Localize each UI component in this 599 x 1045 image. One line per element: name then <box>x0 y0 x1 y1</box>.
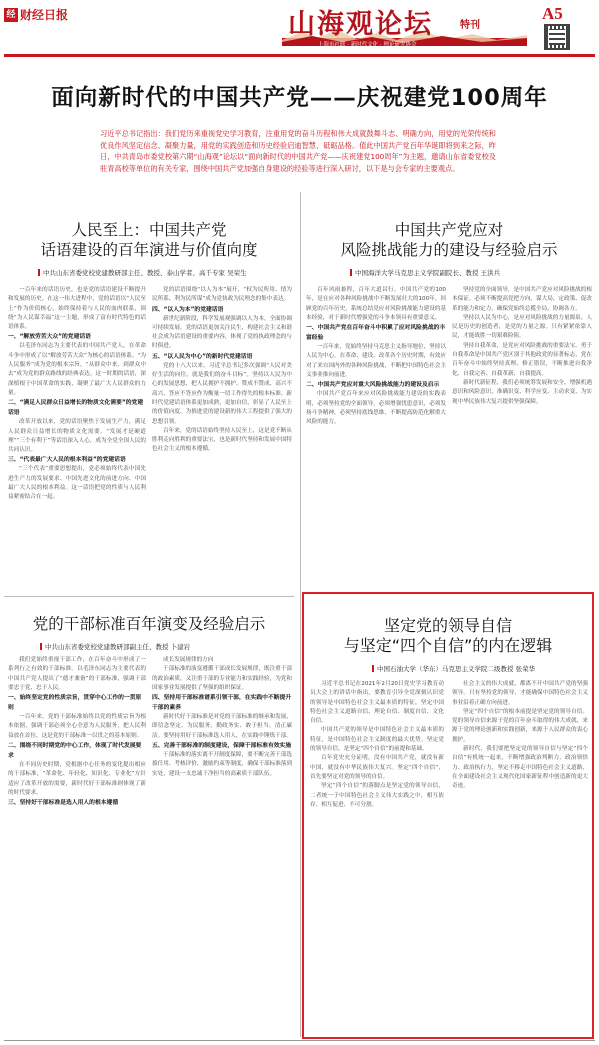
newspaper-logo-icon: 经 <box>4 8 18 22</box>
body-paragraph: “三个代表”重要思想提出，党必须始终代表中国先进生产力的发展要求、中国先进文化的前进方向、中国最广大人民的根本利益。这一话语把党的性质与人民利益紧密结合在一起。 <box>8 466 146 501</box>
section-heading: 五、完善干部标准的制度建设，保障干部标准有效实施 <box>152 743 292 750</box>
body-paragraph: 一百年来的话语历史，也是党的话语建设不断提升和发展的历史。在这一伟大进程中，党的话语以“人民至上”作为价值核心，始终保持着与人民的血肉联系，围绕“为人民谋幸福”这一主题，形成了富有时代特色的话语体系。 <box>8 287 146 331</box>
body-paragraph: 一百年来，党的干部标准始终以党的性质宗旨为根本依据，强调干部必须全心全意为人民服务，把人民利益放在首位，这是党的干部标准一以贯之的基本原则。 <box>8 714 146 739</box>
body-paragraph: 坚持自我革命，是党应对风险挑战的重要法宝。勇于自我革命是中国共产党区别于其他政党的显著标志，党在百年奋斗中始终坚持真理、修正错误，不断推进自我净化、自我完善、自我革新、自我提高。 <box>452 342 592 377</box>
body-paragraph: 干部标准的演变遵循干部成长发展规律，既注重干部的政治素质，又注重干部的专业能力和实践经验，为党和国家事业发展提供了坚强的组织保证。 <box>152 666 292 691</box>
article-title <box>304 220 594 260</box>
article-column <box>452 286 592 586</box>
intro-paragraph: 习近平总书记指出：我们党历来重视党史学习教育，注重用党的奋斗历程和伟大成就鼓舞斗志、明确方向，用党的光荣传统和优良作风坚定信念、凝聚力量，用党的实践创造和历史经验启迪智慧、砥砺品格。值此中国共产党百年华诞即将到来之际，昨日，中共青岛市委党校第六期“山海观”论坛以“面向新时代的中国共产党——庆祝建党100周年”为主题，邀请山东省委党校及驻青高校等单位的有关专家，围绕中国共产党加强自身建设的经验等进行深入研讨，以下是与会专家的主要观点。 <box>100 129 496 173</box>
body-paragraph: 社会主义的伟大成就，都离不开中国共产党的坚强领导。只有坚持党的领导，才能确保中国特色社会主义事业沿着正确方向前进。 <box>452 681 588 706</box>
article-title-line: 人民至上：中国共产党 <box>71 221 227 239</box>
body-paragraph: 新世纪新阶段，科学发展观强调以人为本，全面协调可持续发展。党的话语更加关注民生，构建社会主义和谐社会成为话语建设的重要内容，体现了党的执政理念的与时俱进。 <box>152 315 292 350</box>
article-byline: 中共山东省委党校党建教研部主任、教授、泰山学者、高千专家 吴荣生 <box>38 268 247 277</box>
section-heading: 四、“以人为本”的党建话语 <box>152 306 224 313</box>
article-title <box>4 614 294 634</box>
section-heading: 五、“以人民为中心”的新时代党建话语 <box>152 353 253 360</box>
footer-rule <box>4 1040 595 1041</box>
article-title-line: 风险挑战能力的建设与经验启示 <box>340 241 558 259</box>
body-paragraph: 我们党始终重视干部工作，在百年奋斗中形成了一系列行之有效的干部标准。以毛泽东同志为主要代表的中国共产党人提出了“德才兼备”的干部标准，强调干部要忠于党、忠于人民。 <box>8 657 146 691</box>
article-byline: 中国海洋大学马克思主义学院副院长、教授 王洪兵 <box>350 268 500 277</box>
section-heading: 一、始终坚定党的性质宗旨，贯穿中心工作的一贯原则 <box>8 695 142 712</box>
body-paragraph: 习近平总书记在2021年2月20日党史学习教育动员大会上的讲话中指出，要教育引导全党深刻认识党的领导是中国特色社会主义最本质的特征，坚定中国特色社会主义道路自信、理论自信、制度自信、文化自信。 <box>310 681 444 725</box>
section-heading: 一、中国共产党在百年奋斗中积累了应对风险挑战的丰富经验 <box>306 325 446 342</box>
body-paragraph: 中国共产党百年来应对风险挑战能力建设的实践表明，必须坚持党的全面领导，必须增强忧患意识，必须发扬斗争精神，必须坚持底线思维，不断提高防范化解重大风险的能力。 <box>306 391 446 426</box>
page-header <box>0 0 599 60</box>
section-heading: 四、坚持用干部标准谱系引领干部，在实践中不断提升干部的素养 <box>152 695 292 712</box>
article-column <box>452 680 588 1034</box>
article-title <box>4 220 294 260</box>
article-title-line: 与坚定“四个自信”的内在逻辑 <box>343 636 553 655</box>
page-number: A5 <box>542 4 563 23</box>
body-paragraph: 坚定“四个自信”的落脚点是坚定党的领导自信，二者统一于中国特色社会主义伟大实践之中，相互依存、相互促进、不可分割。 <box>310 783 444 808</box>
article-column <box>8 656 146 1036</box>
body-paragraph: 百年风雨兼程，百年大道昌行。中国共产党的100年，是在应对各种风险挑战中不断发展壮大的100年。回顾党的百年历史，系统总结党应对风险挑战能力建设的基本经验，对于新时代增强党的斗争本领具有重要意义。 <box>306 287 446 321</box>
newspaper-name: 财经日报 <box>20 8 69 22</box>
main-headline: 面向新时代的中国共产党——庆祝建党100周年 <box>51 85 548 111</box>
article-column <box>310 680 444 1034</box>
section-divider <box>4 596 294 597</box>
article-title-line: 党的干部标准百年演变及经验启示 <box>32 615 266 633</box>
qr-code-icon[interactable] <box>544 24 570 50</box>
article-title <box>304 616 592 656</box>
article-column <box>152 286 292 588</box>
header-tagline: 上海市社联 · 新时代文化 · 理论研究协会 <box>318 42 417 48</box>
body-paragraph: 改革开放以来，党的话语聚焦于发展生产力，满足人民群众日益增长的物质文化需要。“发展才是硬道理”“三个有利于”等话语深入人心，成为全党全国人民的共同认识。 <box>8 419 146 454</box>
column-divider <box>300 192 301 1037</box>
body-paragraph: 新时代新征程，我们必须统筹发展和安全，增强机遇意识和风险意识，准确识变、科学应变、主动求变，为实现中华民族伟大复兴提供坚强保障。 <box>452 379 592 405</box>
body-paragraph: 党的十八大以来，习近平总书记多次强调“人民对美好生活的向往，就是我们的奋斗目标”。坚持以人民为中心的发展思想，把人民拥护不拥护、赞成不赞成、高兴不高兴、答应不答应作为衡量一切工作得失的根本标准。新时代党建话语体系更加成熟，更加自信，彰显了人民至上的价值向度，为推进党的建设新的伟大工程提供了强大的思想引领。 <box>152 362 292 425</box>
body-paragraph: 中国共产党的领导是中国特色社会主义最本质的特征，是中国特色社会主义制度的最大优势。坚定党的领导自信，是坚定“四个自信”的前提和基础。 <box>310 727 444 753</box>
article-title-line: 话语建设的百年演进与价值向度 <box>40 241 258 259</box>
section-heading: 三、坚持好干部标准是选人用人的根本遵循 <box>8 800 119 807</box>
body-paragraph: 新时代，我们要把坚定党的领导自信与坚定“四个自信”有机统一起来，不断增强政治判断力、政治领悟力、政治执行力，坚定不移走中国特色社会主义道路，在全面建设社会主义现代化国家新征程中创造新的更大奇迹。 <box>452 746 588 790</box>
body-paragraph: 干部标准的落实离不开制度保障，要不断完善干部选拔任用、考核评价、激励约束等制度，确保干部标准落到实处，建设一支忠诚干净担当的高素质干部队伍。 <box>152 752 292 777</box>
body-paragraph: 百年党史充分证明，没有中国共产党，就没有新中国，就没有中华民族伟大复兴。坚定“四个自信”，首先要坚定对党的领导的自信。 <box>310 755 444 780</box>
body-paragraph: 一百年来，党始终坚持马克思主义指导地位，坚持以人民为中心，在革命、建设、改革各个历史时期，有效应对了来自国内外的各种风险挑战，不断把中国特色社会主义事业推向前进。 <box>306 344 446 379</box>
section-heading: 二、“满足人民群众日益增长的物质文化需要”的党建话语 <box>8 400 144 417</box>
body-paragraph: 以毛泽东同志为主要代表的中国共产党人，在革命斗争中形成了以“解放劳苦大众”为核心的话语体系。“为人民服务”成为党的根本宗旨，“从群众中来，到群众中去”成为党的群众路线的经典表达。这一时期的话语，深深植根于中国革命的实践，凝聚了最广大人民群众的力量。 <box>8 343 146 396</box>
article-byline: 中国石油大学（华东）马克思主义学院二级教授 张荣华 <box>372 664 535 673</box>
body-paragraph: 成长发展规律的方向 <box>163 657 214 663</box>
article-byline: 中共山东省委党校党建教研部副主任、教授 卜建岩 <box>40 642 190 651</box>
body-paragraph: 百年来，党的话语始终坚持人民至上，这是党不断从胜利走向胜利的重要法宝，也是新时代坚持和发展中国特色社会主义的根本遵循。 <box>152 427 292 453</box>
section-heading: 二、中国共产党应对重大风险挑战能力的建设及启示 <box>306 382 440 389</box>
article-title-line: 中国共产党应对 <box>394 221 504 239</box>
body-paragraph: 党的话语围绕“以人为本”展开，“权为民所用、情为民所系、利为民所谋”成为党执政为民理念的集中表达。 <box>152 287 292 303</box>
article-column <box>152 656 292 1036</box>
article-title-line: 坚定党的领导自信 <box>383 616 512 635</box>
section-heading: 二、围绕不同时期党的中心工作，体现了时代发展要求 <box>8 743 142 760</box>
column-title: 山海观论坛 <box>288 9 433 40</box>
body-paragraph: 坚定“四个自信”的根本前提是坚定党的领导自信。党的领导自信来源于党的百年奋斗取得的伟大成就，来源于党的理论创新和实践创新，来源于人民群众的衷心拥护。 <box>452 708 588 743</box>
header-rule <box>4 54 595 57</box>
section-heading: 一、“解放劳苦大众”的党建话语 <box>8 334 91 341</box>
article-column <box>8 286 146 588</box>
body-paragraph: 新时代好干部标准是对党的干部标准的继承和发展，即信念坚定、为民服务、勤政务实、敢于担当、清正廉洁。要坚持用好干部标准选人用人，在实践中锤炼干部。 <box>152 714 292 739</box>
body-paragraph: 坚持以人民为中心，是应对风险挑战的力量源泉。人民是历史的创造者，是党的力量之源。只有紧紧依靠人民，才能战胜一切艰难险阻。 <box>452 314 592 340</box>
section-heading: 三、“代表最广大人民的根本利益”的党建话语 <box>8 457 126 464</box>
newspaper-brand <box>4 6 68 23</box>
column-subtitle: 特刊 <box>460 20 480 31</box>
body-paragraph: 坚持党的全面领导，是中国共产党应对风险挑战的根本保证。必须不断提高党把方向、谋大局、定政策、促改革的能力和定力，确保党始终总揽全局、协调各方。 <box>452 287 592 312</box>
article-column <box>306 286 446 586</box>
body-paragraph: 在不同历史时期，党根据中心任务的变化提出相应的干部标准，“革命化、年轻化、知识化、专业化”方针适应了改革开放的需要，新时代好干部标准则体现了新的时代要求。 <box>8 762 146 796</box>
